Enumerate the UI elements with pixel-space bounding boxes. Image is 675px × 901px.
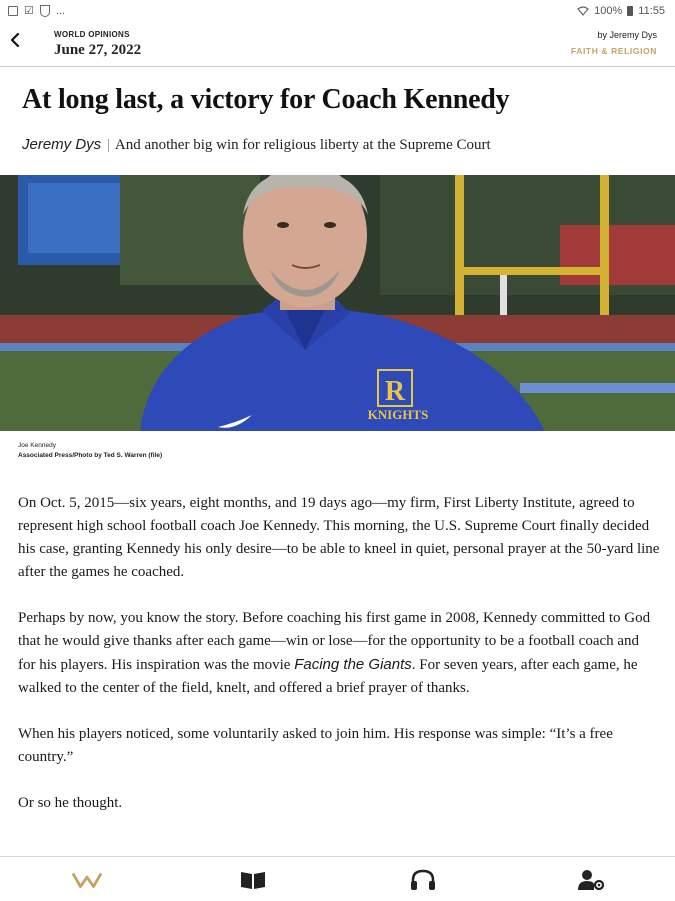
article-subline — [22, 136, 491, 154]
nav-listen[interactable] — [408, 867, 438, 893]
paragraph-text: Perhaps by now, you know the story. Before coaching his first game in 2008, Kennedy committed to God that he would give thanks after each game—win or lose—for the opportunity to be a football coach and for his players. His inspiration was the movie — [18, 610, 651, 673]
byline-separator: | — [106, 137, 110, 153]
nav-account[interactable] — [576, 867, 606, 893]
caption-text: Joe Kennedy — [18, 442, 56, 449]
back-arrow-icon[interactable] — [8, 30, 22, 50]
battery-icon — [627, 6, 633, 16]
photo-credit: Associated Press/Photo by Ted S. Warren (file) — [18, 452, 163, 459]
book-icon — [240, 870, 266, 890]
shield-icon — [40, 5, 50, 17]
nav-home[interactable] — [72, 867, 102, 893]
photo-caption — [18, 441, 162, 461]
paragraph: On Oct. 5, 2015—six years, eight months, and 19 days ago—my firm, First Liberty Institute, agreed to represent high school football coach Joe Kennedy. This morning, the U.S. Supreme Court finally decided his case, granting Kennedy his only desire—to be able to kneel in quiet, personal prayer at the 50-yard line after the games he coached. — [18, 495, 660, 580]
nav-read[interactable] — [238, 867, 268, 893]
headphones-icon — [410, 869, 436, 891]
gallery-icon — [8, 6, 18, 16]
category-label[interactable]: FAITH & RELIGION — [570, 46, 657, 56]
hero-illustration — [0, 175, 675, 431]
jersey-logo: R — [384, 376, 406, 407]
bottom-navigation — [0, 856, 675, 901]
author-name[interactable]: Jeremy Dys — [22, 136, 102, 153]
publish-date: June 27, 2022 — [54, 42, 142, 58]
paragraph — [18, 607, 660, 700]
article-dek: And another big win for religious liberty at the Supreme Court — [114, 137, 491, 153]
checkbox-icon: ☑ — [24, 5, 34, 17]
clock: 11:55 — [638, 5, 665, 17]
battery-percent: 100% — [594, 5, 623, 17]
paragraph: When his players noticed, some voluntarily asked to join him. His response was simple: “It’s a free country.” — [18, 726, 613, 765]
section-label: WORLD OPINIONS — [54, 30, 130, 39]
status-right — [577, 5, 665, 17]
paragraph-text: . For seven years, after each game, he walked to the center of the field, knelt, and offered a brief prayer of thanks. — [18, 657, 638, 696]
movie-title: Facing the Giants — [294, 656, 412, 673]
article-body — [18, 492, 660, 838]
wifi-icon — [577, 6, 589, 16]
user-settings-icon — [577, 869, 605, 891]
status-bar — [0, 0, 675, 24]
paragraph: Or so he thought. — [18, 795, 123, 811]
more-notifications-text: ... — [55, 5, 66, 17]
hero-photo[interactable] — [0, 175, 675, 431]
article-headline: At long last, a victory for Coach Kennedy — [22, 84, 510, 115]
jersey-text: KNIGHTS — [367, 407, 429, 422]
header-byline[interactable]: by Jeremy Dys — [597, 30, 657, 40]
article-header — [0, 24, 675, 67]
world-logo-icon — [72, 870, 102, 890]
status-left — [8, 5, 65, 17]
